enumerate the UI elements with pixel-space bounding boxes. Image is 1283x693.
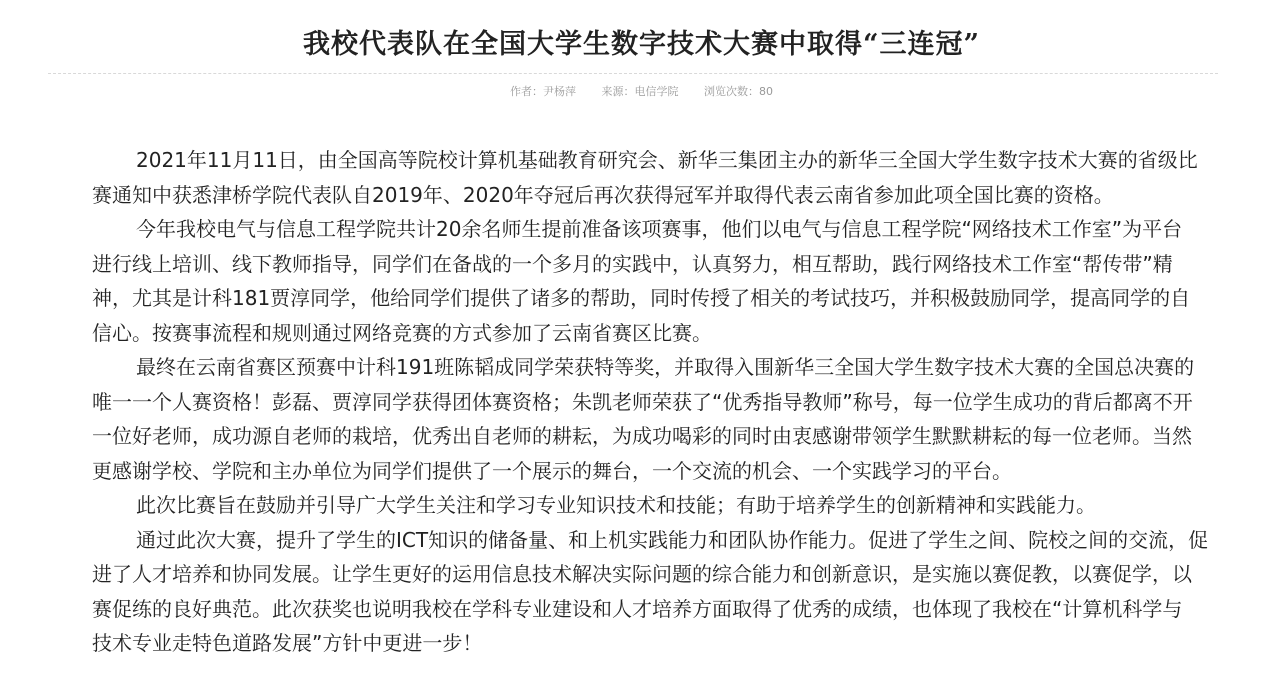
source-meta (602, 83, 679, 99)
article-body (92, 143, 1283, 693)
article-meta (0, 83, 1283, 99)
author-name: 尹杨萍 (543, 85, 576, 98)
body-line: 进了人才培养和协同发展。让学生更好的运用信息技术解决实际问题的综合能力和创新意识，是实施以赛促教，以赛促学，以 (92, 562, 1192, 586)
body-line: 唯一一个人赛资格！彭磊、贾淳同学获得团体赛资格；朱凯老师荣获了“优秀指导教师”称号，每一位学生成功的背后都离不开 (92, 389, 1193, 414)
body-line: 更感谢学校、学院和主办单位为同学们提供了一个展示的舞台，一个交流的机会、一个实践学习的平台。 (92, 458, 1012, 483)
source-name: 电信学院 (634, 85, 679, 98)
body-line: 进行线上培训、线下教师指导，同学们在备战的一个多月的实践中，认真努力，相互帮助，践行网络技术工作室“帮传带”精 (92, 251, 1173, 276)
view-count: 80 (759, 85, 773, 98)
views-label: 浏览次数： (704, 85, 759, 98)
body-line: 赛通知中获悉津桥学院代表队自2019年、2020年夺冠后再次获得冠军并取得代表云南省参加此项全国比赛的资格。 (92, 182, 1114, 207)
body-line: 信心。按赛事流程和规则通过网络竞赛的方式参加了云南省赛区比赛。 (92, 320, 712, 345)
body-line: 一位好老师，成功源自老师的栽培，优秀出自老师的耕耘，为成功喝彩的同时由衷感谢带领学生默默耕耘的每一位老师。当然 (92, 424, 1192, 448)
body-line: 最终在云南省赛区预赛中计科191班陈韬成同学荣获特等奖，并取得入围新华三全国大学生数字技术大赛的全国总决赛的 (136, 355, 1195, 379)
body-line: 今年我校电气与信息工程学院共计20余名师生提前准备该项赛事，他们以电气与信息工程学院“网络技术工作室”为平台 (136, 217, 1183, 241)
author-meta (510, 83, 576, 99)
body-line: 神，尤其是计科181贾淳同学，他给同学们提供了诸多的帮助，同时传授了相关的考试技巧，并积极鼓励同学，提高同学的自 (92, 286, 1191, 310)
article-title: 我校代表队在全国大学生数字技术大赛中取得“三连冠” (302, 29, 981, 61)
title-divider (48, 73, 1218, 74)
views-meta (704, 83, 773, 99)
body-line: 通过此次大赛，提升了学生的ICT知识的储备量、和上机实践能力和团队协作能力。促进了学生之间、院校之间的交流，促 (136, 527, 1209, 552)
body-line: 2021年11月11日，由全国高等院校计算机基础教育研究会、新华三集团主办的新华三全国大学生数字技术大赛的省级比 (136, 148, 1198, 172)
body-line: 技术专业走特色道路发展”方针中更进一步！ (92, 631, 483, 655)
body-line: 赛促练的良好典范。此次获奖也说明我校在学科专业建设和人才培养方面取得了优秀的成绩，也体现了我校在“计算机科学与 (92, 596, 1183, 621)
source-label: 来源： (601, 85, 635, 98)
body-line: 此次比赛旨在鼓励并引导广大学生关注和学习专业知识技术和技能；有助于培养学生的创新精神和实践能力。 (136, 493, 1096, 517)
author-label: 作者： (510, 85, 543, 98)
